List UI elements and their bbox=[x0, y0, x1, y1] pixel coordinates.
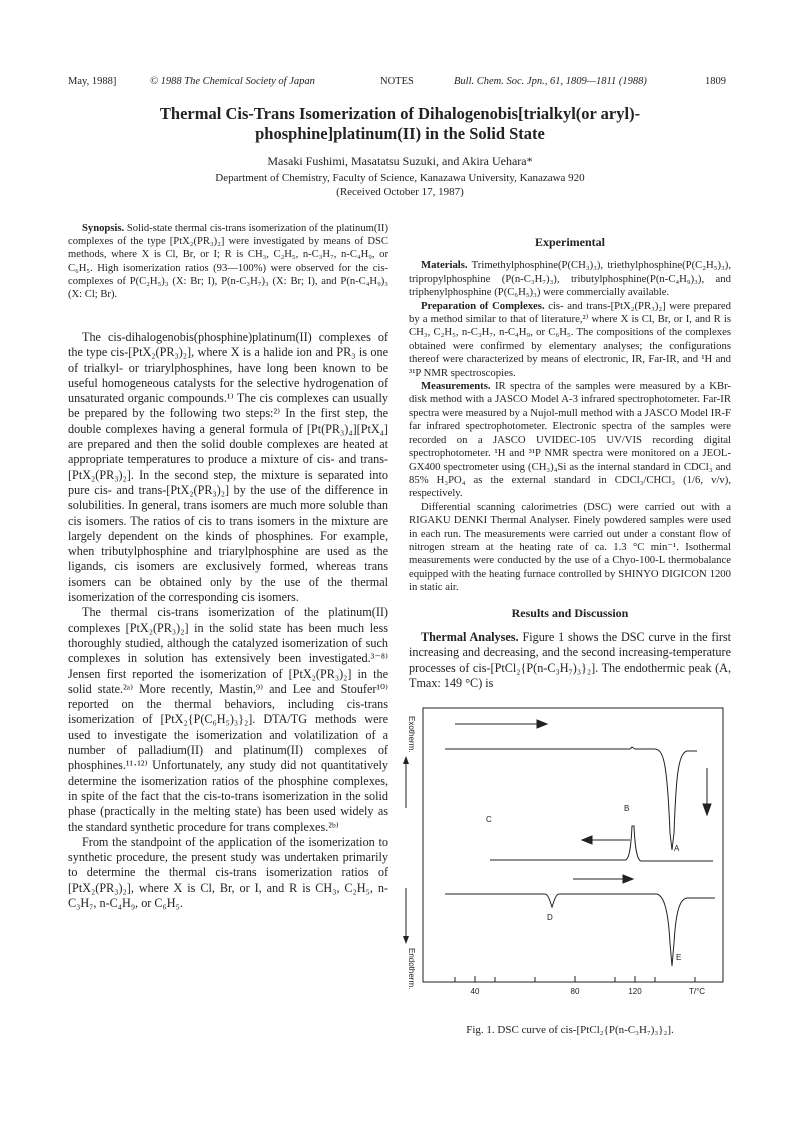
experimental-heading: Experimental bbox=[535, 235, 605, 249]
preparation-paragraph bbox=[409, 300, 731, 380]
right-column bbox=[409, 236, 731, 691]
x-axis-unit: T/°C bbox=[689, 987, 706, 996]
exotherm-label: Exotherm. bbox=[407, 716, 416, 753]
figure-caption: Fig. 1. DSC curve of cis-[PtCl₂{P(n-C₃H₇)₃}₂]. bbox=[466, 1024, 674, 1036]
peak-label-c: C bbox=[486, 815, 492, 824]
materials-label: Materials. bbox=[421, 259, 468, 272]
direction-arrows bbox=[455, 720, 711, 883]
endotherm-label: Endotherm. bbox=[407, 948, 416, 990]
dsc-figure bbox=[395, 698, 735, 1018]
peak-label-d: D bbox=[547, 913, 553, 922]
curve-cooling bbox=[490, 826, 713, 861]
dsc-paragraph: Differential scanning calorimetries (DSC) were carried out with a RIGAKU DENKI Thermal Analyser. Finely powdered samples were used in each run. The measurements were carried out under a constant flow of nitrogen stream at the heating rate of ca. 1.3 °C min⁻¹. Isothermal measurements were conducted by the use of a Chyo-100-L thermobalance equipped with the heating furnace controlled by SHINYO DIGICON 1200 in static air. bbox=[409, 500, 731, 594]
materials-text: Trimethylphosphine(P(CH₃)₃), triethylphosphine(P(C₂H₅)₃), tripropylphosphine (P(n-C₃H₇)₃), tributylphosphine(P(n-C₄H₉)₃), and triphenylphosphine (P(C₆H₅)₃) were commercially available. bbox=[409, 259, 731, 299]
x-tick-label: 120 bbox=[628, 987, 642, 996]
materials-paragraph bbox=[409, 259, 731, 299]
authors: Masaki Fushimi, Masatatsu Suzuki, and Akira Uehara* bbox=[267, 154, 533, 168]
measurements-label: Measurements. bbox=[421, 380, 491, 393]
synopsis bbox=[68, 222, 388, 301]
curve-second-heating bbox=[445, 894, 715, 966]
header-journal: Bull. Chem. Soc. Jpn., 61, 1809—1811 (1988) bbox=[454, 76, 647, 87]
thermal-text: Figure 1 shows the DSC curve in the first increasing and decreasing, and the second increasing-temperature processes of cis-[PtCl₂{P(n-C₃H₇)₃}₂]. The endothermic peak (A, Tmax: 149 °C) is bbox=[409, 629, 732, 690]
endotherm-arrowhead-icon bbox=[403, 936, 409, 944]
thermal-label: Thermal Analyses. bbox=[421, 629, 519, 644]
header-date: May, 1988] bbox=[68, 76, 117, 87]
exotherm-arrowhead-icon bbox=[403, 756, 409, 764]
measurements-paragraph bbox=[409, 380, 731, 501]
preparation-label: Preparation of Complexes. bbox=[421, 299, 545, 312]
x-tick-label: 40 bbox=[470, 987, 480, 996]
peak-label-a: A bbox=[674, 844, 680, 853]
intro-paragraph: The thermal cis-trans isomerization of the platinum(II) complexes [PtX₂(PR₃)₂] in the solid state has been much less thoroughly studied, although the catalyzed isomerization of such complexes in solution has extensively been investigated.³⁻⁸⁾ Jensen first reported the isomerization of [PtX₂(PR₃)₂] in the solid state.²ᵃ⁾ More recently, Mastin,⁹⁾ and Lee and Stoufer¹⁰⁾ reported on the thermal behaviors, including cis-trans isomerization of [PtX₂{P(C₆H₅)₃}₂]. DTA/TG methods were used to investigate the isomerization and volatilization of a number of palladium(II) and platinum(II) complexes of phosphines.¹¹·¹²⁾ Unfortunately, any study did not quantitatively determine the isomerization ratios of the phosphine complexes, in spite of the fact that the cis-to-trans isomerization in the solid phase (practically in the melting state) has been used widely as the standard synthetic procedure for trans complexes.²ᵇ⁾ bbox=[68, 605, 388, 834]
synopsis-text: Solid-state thermal cis-trans isomerization of the platinum(II) complexes of the type [PtX₂(PR₃)₂] were investigated by means of DSC methods, where X is Cl, Br, or I; R is CH₃, C₂H₅, n-C₃H₇, n-C₄H₉, or C₆H₅. High isomerization ratios (93—100%) were observed for the cis-complexes of P(C₂H₅)₃ (X: Br; I), P(n-C₃H₇)₃ (X: Br; I), and P(n-C₄H₉)₃ (X: Cl; Br). bbox=[68, 223, 388, 301]
synopsis-label: Synopsis. bbox=[82, 223, 125, 234]
header-copyright: © 1988 The Chemical Society of Japan bbox=[150, 76, 315, 87]
measurements-text: IR spectra of the samples were measured by a KBr-disk method with a JASCO Model A-3 infrared spectrophotometer. Far-IR spectra were measured by a Nujol-mull method with a JASCO Model IR-F far infrared spectrophotometer. Electronic spectra of the samples were recorded on a JASCO UVIDEC-105 UV/VIS recording digital spectrophotometer. ¹H and ³¹P NMR spectra were monitored on a JEOL-GX400 spectrometer using (CH₃)₄Si as the internal standard in CDCl₃ and 85% H₃PO₄ as the external standard in CDCl₃/CHCl₃ (1/6, v/v), respectively. bbox=[409, 380, 731, 500]
received-date: (Received October 17, 1987) bbox=[336, 186, 464, 198]
intro-paragraph: From the standpoint of the application of the isomerization to synthetic procedure, the present study was undertaken primarily to determine the thermal cis-trans isomerization ratios of [PtX₂(PR₃)₂], where X is Cl, Br, or I, and R is CH₃, C₂H₅, n-C₃H₇, n-C₄H₉, or C₆H₅. bbox=[68, 834, 388, 910]
x-axis-ticks bbox=[455, 976, 695, 982]
article-title bbox=[100, 104, 700, 144]
peak-label-b: B bbox=[624, 804, 630, 813]
affiliation: Department of Chemistry, Faculty of Science, Kanazawa University, Kanazawa 920 bbox=[215, 172, 585, 184]
title-line-1: Thermal Cis-Trans Isomerization of Dihalogenobis[trialkyl(or aryl)- bbox=[159, 104, 641, 123]
title-line-2: phosphine]platinum(II) in the Solid State bbox=[255, 124, 545, 143]
intro-paragraph: The cis-dihalogenobis(phosphine)platinum(II) complexes of the type cis-[PtX₂(PR₃)₂], where X is a halide ion and PR₃ is one of trialkyl- or triarylphosphines, have long been known to be useful homogeneous catalysts for the selective hydrogenation of unsaturated organic compounds.¹⁾ The cis complexes can usually be prepared by the following two steps:²⁾ In the first step, the double complexes having a general formula of [Pt(PR₃)₄][PtX₄] are prepared and then the solid double complexes are heated at appropriate temperatures to produce a mixture of cis- and trans-[PtX₂(PR₃)₂]. In the second step, the mixture is separated into pure cis- and trans-[PtX₂(PR₃)₂] by the use of the difference in solubilities. In general, trans isomers are much more soluble than cis isomers. The ratios of cis to trans isomers in the mixture are largely dependent on the kinds of phosphines. For example, when tributylphosphine and triarylphosphine are used as the ligands, cis isomers are exclusively formed, whereas trans isomers can be obtained only by the use of the thermal isomerization of the corresponding cis isomers. bbox=[68, 330, 388, 605]
header-section: NOTES bbox=[380, 76, 414, 87]
peak-label-e: E bbox=[676, 953, 682, 962]
results-heading: Results and Discussion bbox=[511, 605, 629, 620]
thermal-paragraph bbox=[409, 630, 731, 691]
preparation-text: cis- and trans-[PtX₂(PR₃)₂] were prepared by a method similar to that of literature,²⁾ where X is Cl, Br, or I, and R is CH₃, C₂H₅, n-C₃H₇, n-C₄H₉, or C₆H₅. The compositions of the complexes obtained were confirmed by elementary analyses; the configurations thereof were characterized by means of electronic, IR, Far-IR, and ¹H and ³¹P NMR spectroscopies. bbox=[409, 299, 731, 379]
curve-first-heating bbox=[445, 747, 697, 850]
introduction bbox=[68, 330, 388, 911]
header-page-number: 1809 bbox=[705, 76, 726, 87]
x-tick-label: 80 bbox=[570, 987, 580, 996]
